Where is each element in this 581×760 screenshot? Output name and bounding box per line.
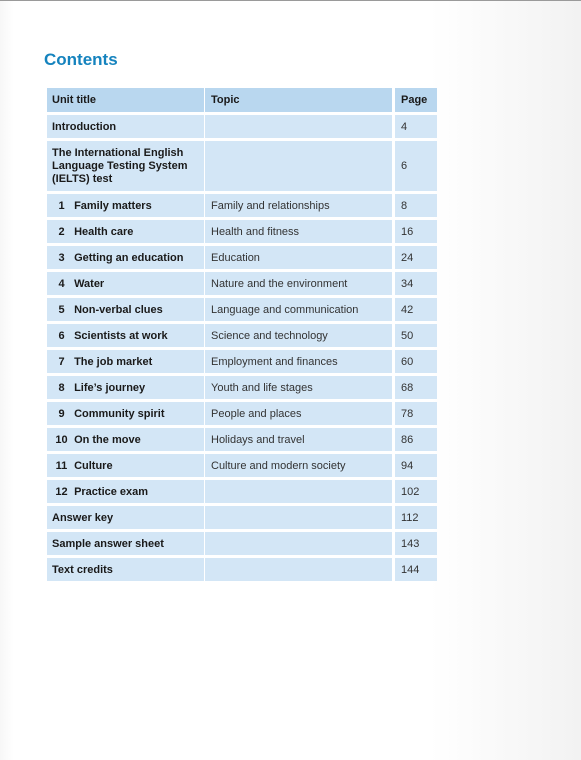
topic: Youth and life stages xyxy=(205,376,392,399)
topic: Holidays and travel xyxy=(205,428,392,451)
topic xyxy=(205,480,392,503)
page-number: 34 xyxy=(395,272,437,295)
unit-title: Practice exam xyxy=(74,485,149,498)
table-row xyxy=(47,115,437,138)
topic: Employment and finances xyxy=(205,350,392,373)
table-row xyxy=(47,324,437,347)
page-number: 144 xyxy=(395,558,437,581)
unit-number: 1 xyxy=(58,199,65,212)
unit-title: Water xyxy=(74,277,105,290)
topic: People and places xyxy=(205,402,392,425)
unit-number: 8 xyxy=(58,381,65,394)
topic xyxy=(205,141,392,191)
column-header-unit: Unit title xyxy=(47,88,204,112)
page-title: Contents xyxy=(44,50,118,69)
page-number: 86 xyxy=(395,428,437,451)
table-row xyxy=(47,141,437,191)
page-number: 42 xyxy=(395,298,437,321)
page-number: 60 xyxy=(395,350,437,373)
page-number: 6 xyxy=(395,141,437,191)
unit-title: Life’s journey xyxy=(74,381,146,394)
unit-number: 7 xyxy=(58,355,65,368)
table-row xyxy=(47,402,437,425)
page-number: 50 xyxy=(395,324,437,347)
topic: Language and communication xyxy=(205,298,392,321)
table-row xyxy=(47,194,437,217)
unit-number: 6 xyxy=(58,329,65,342)
unit-title: Family matters xyxy=(74,199,152,212)
topic xyxy=(205,532,392,555)
unit-number: 9 xyxy=(58,407,65,420)
page-number: 78 xyxy=(395,402,437,425)
unit-number: 12 xyxy=(55,485,68,498)
page-number: 112 xyxy=(395,506,437,529)
topic: Culture and modern society xyxy=(205,454,392,477)
unit-number: 10 xyxy=(55,433,68,446)
unit-title: Non-verbal clues xyxy=(74,303,163,316)
unit-title: Getting an education xyxy=(74,251,184,264)
unit-number: 2 xyxy=(58,225,65,238)
page-number: 24 xyxy=(395,246,437,269)
table-row xyxy=(47,272,437,295)
unit-title: Answer key xyxy=(47,506,204,529)
topic: Education xyxy=(205,246,392,269)
table-row xyxy=(47,246,437,269)
unit-title: Health care xyxy=(74,225,134,238)
table-row xyxy=(47,454,437,477)
unit-title: Scientists at work xyxy=(74,329,168,342)
table-row xyxy=(47,506,437,529)
unit-title: Text credits xyxy=(47,558,204,581)
unit-number: 4 xyxy=(58,277,65,290)
page-number: 102 xyxy=(395,480,437,503)
column-header-topic: Topic xyxy=(205,88,392,112)
table-row xyxy=(47,298,437,321)
topic xyxy=(205,115,392,138)
page-number: 8 xyxy=(395,194,437,217)
topic: Family and relationships xyxy=(205,194,392,217)
table-row xyxy=(47,532,437,555)
topic: Health and fitness xyxy=(205,220,392,243)
unit-number: 3 xyxy=(58,251,65,264)
table-row xyxy=(47,558,437,581)
table-row xyxy=(47,428,437,451)
contents-table xyxy=(47,85,437,584)
topic xyxy=(205,506,392,529)
unit-title: Culture xyxy=(74,459,113,472)
page-number: 68 xyxy=(395,376,437,399)
unit-title: The International English Language Testing System (IELTS) test xyxy=(47,141,204,191)
topic: Nature and the environment xyxy=(205,272,392,295)
unit-title: Introduction xyxy=(47,115,204,138)
unit-title: The job market xyxy=(74,355,153,368)
page-number: 94 xyxy=(395,454,437,477)
table-row xyxy=(47,376,437,399)
page-number: 143 xyxy=(395,532,437,555)
column-header-page: Page xyxy=(395,88,437,112)
table-row xyxy=(47,350,437,373)
page-number: 4 xyxy=(395,115,437,138)
unit-title: Community spirit xyxy=(74,407,165,420)
unit-number: 11 xyxy=(55,459,68,472)
table-row xyxy=(47,480,437,503)
table-header-row xyxy=(47,88,437,112)
unit-number: 5 xyxy=(58,303,65,316)
topic xyxy=(205,558,392,581)
table-row xyxy=(47,220,437,243)
unit-title: On the move xyxy=(74,433,141,446)
unit-title: Sample answer sheet xyxy=(47,532,204,555)
topic: Science and technology xyxy=(205,324,392,347)
page-number: 16 xyxy=(395,220,437,243)
